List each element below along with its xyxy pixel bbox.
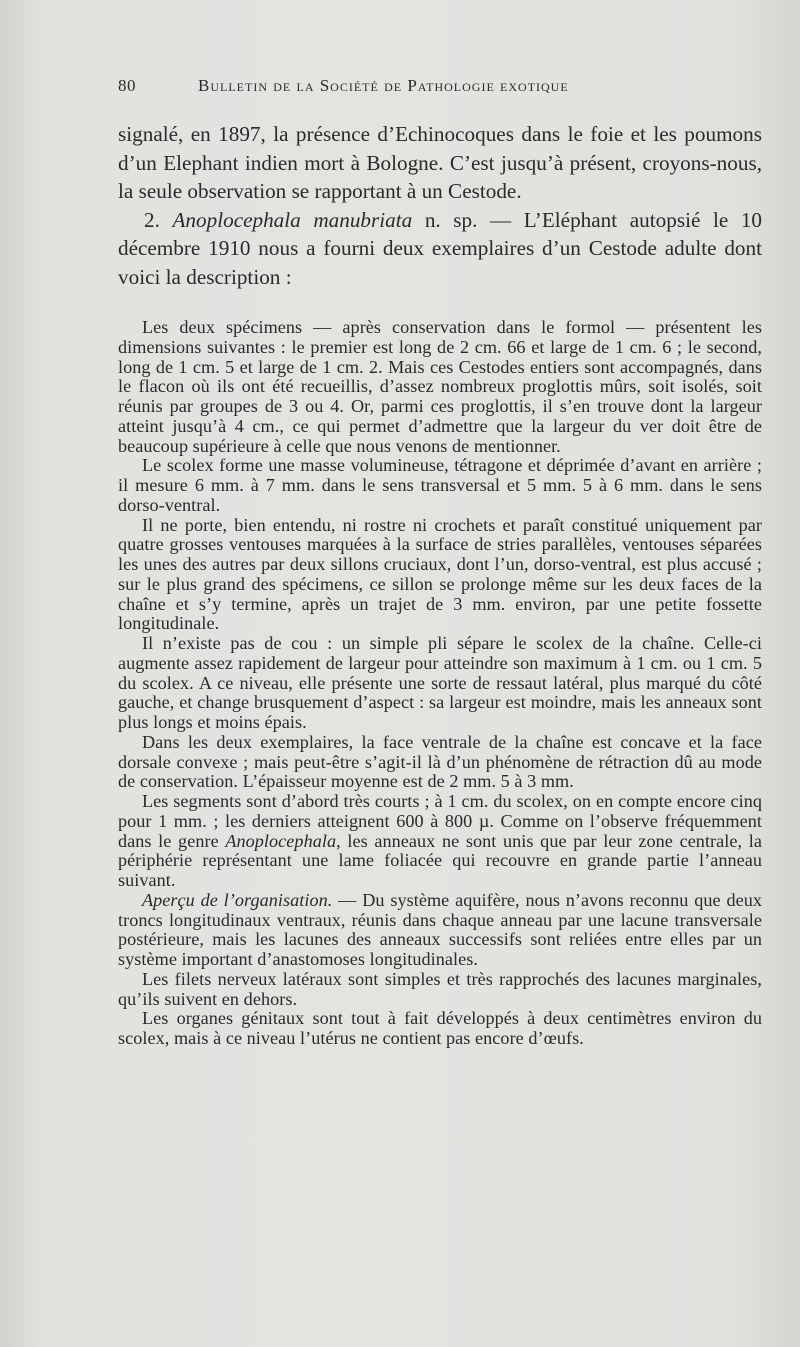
intro-paragraph-2 [118, 206, 762, 292]
paragraph-cou: Il n’existe pas de cou : un simple pli sépare le scolex de la chaîne. Celle-ci augmente assez rapidement de largeur pour atteindre son maximum à 1 cm. ou 1 cm. 5 du scolex. A ce niveau, elle présente une sorte de ressaut latéral, plus marqué du côté gauche, et change brusquement d’aspect : sa largeur est moindre, mais les anneaux sont plus longs et moins épais. [118, 633, 762, 732]
paragraph-segments [118, 792, 762, 891]
paragraph-nerfs: Les filets nerveux latéraux sont simples et très rapprochés des lacunes marginales, qu’ils suivent en dehors. [118, 968, 762, 1009]
paragraph-ventouses: Il ne porte, bien entendu, ni rostre ni crochets et paraît constitué uniquement par quatre grosses ventouses marquées à la surface de stries parallèles, ventouses séparées les unes des autres par deux sillons cruciaux, dont l’un, dorso-ventral, est plus accusé ; sur le plus grand des spécimens, ce sillon se prolonge même sur les deux faces de la chaîne et s’y termine, après un trajet de 3 mm. environ, par une petite fossette longitudinale. [118, 514, 762, 634]
description-text [118, 318, 762, 1049]
intro-paragraph-2-text: n. sp. — L’Eléphant autopsié le 10 décembre 1910 nous a fourni deux exemplaires d’un Cestode adulte dont voici la description : [118, 207, 763, 289]
intro-text [118, 120, 762, 292]
species-name: Anoplocephala manubriata [172, 207, 413, 232]
section-number: 2. [144, 207, 160, 232]
paragraph-segments-part-1: Les segments sont d’abord très courts ; à 1 cm. du scolex, on en compte encore cinq pour 1 mm. ; les derniers atteignent 600 à 800 µ. Comme on l’observe fréquemment dans le genre [118, 791, 762, 851]
paragraph-segments-part-2: , les anneaux ne sont unis que par leur zone centrale, la périphérie représentant une lame foliacée qui recouvre en grande partie l’anneau suivant. [118, 830, 762, 890]
running-title: Bulletin de la Société de Pathologie exotique [198, 76, 569, 95]
paragraph-face-ventrale: Dans les deux exemplaires, la face ventrale de la chaîne est concave et la face dorsale convexe ; mais peut-être s’agit-il là d’un phénomène de rétraction dû au mode de conservation. L’épaisseur moyenne est de 2 mm. 5 à 3 mm. [118, 731, 762, 792]
page-header [118, 76, 678, 96]
paragraph-scolex: Le scolex forme une masse volumineuse, tétragone et déprimée d’avant en arrière ; il mesure 6 mm. à 7 mm. dans le sens transversal et 5 mm. 5 à 6 mm. dans le sens dorso-ventral. [118, 455, 762, 515]
genus-name: Anoplocephala [225, 830, 337, 851]
page-number: 80 [118, 76, 136, 95]
paragraph-organisation-text: — Du système aquifère, nous n’avons reconnu que deux troncs longitudinaux ventraux, réunis dans chaque anneau par une lacune transversale postérieure, mais les lacunes des anneaux successifs sont reliées entre elles par un système important d’anastomoses longitudinales. [118, 889, 762, 969]
paragraph-organisation [118, 891, 762, 970]
intro-paragraph-1: signalé, en 1897, la présence d’Echinocoques dans le foie et les poumons d’un Elephant indien mort à Bologne. C’est jusqu’à présent, croyons-nous, la seule observation se rapportant à un Cestode. [118, 122, 762, 204]
paragraph-dimensions: Les deux spécimens — après conservation dans le formol — présentent les dimensions suivantes : le premier est long de 2 cm. 66 et large de 1 cm. 6 ; le second, long de 1 cm. 5 et large de 1 cm. 2. Mais ces Cestodes entiers sont accompagnés, dans le flacon où ils ont été recueillis, d’assez nombreux proglottis mûrs, soit isolés, soit réunis par groupes de 3 ou 4. Or, parmi ces proglottis, il s’en trouve dont la largeur atteint jusqu’à 4 cm., ce qui permet d’admettre que la largeur du ver doit être de beaucoup supérieure à celle que nous venons de mentionner. [118, 317, 762, 456]
paragraph-organes-genitaux: Les organes génitaux sont tout à fait développés à deux centimètres environ du scolex, mais à ce niveau l’utérus ne contient pas encore d’œufs. [118, 1008, 762, 1048]
section-heading-organisation: Aperçu de l’organisation. [142, 889, 333, 910]
